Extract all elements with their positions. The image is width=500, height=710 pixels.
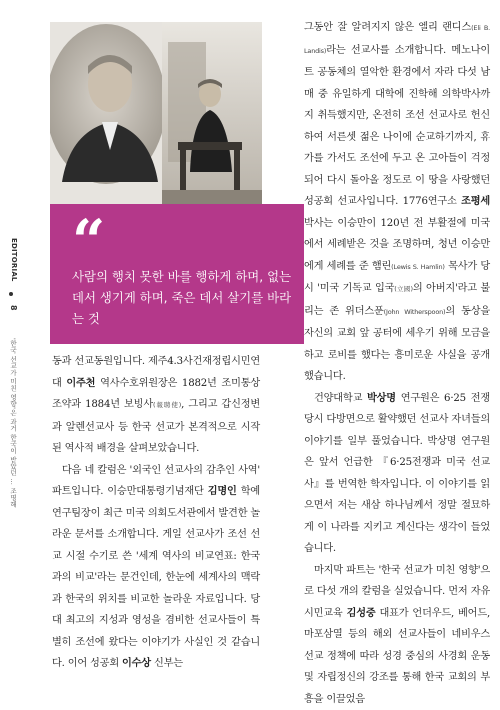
article-column-left (52, 351, 260, 675)
paragraph (304, 17, 490, 388)
person-name: 이수상 (122, 657, 151, 669)
person-name: 김명인 (207, 485, 237, 497)
annotation: (Eli B. Landis) (304, 24, 490, 55)
text-run: 박사는 이승만이 120년 전 부활절에 미국에서 세례받은 것을 조명하며, 청년 이승만에게 세례를 준 햄린 (304, 217, 490, 272)
pull-quote-text: 사람의 행치 못한 바를 행하게 하며, 없는 데서 생기게 하며, 죽은 데서 살기를 바라는 것 (72, 269, 292, 326)
person-name: 김성중 (346, 606, 376, 619)
text-run: 신부는 (150, 658, 183, 669)
paragraph (304, 560, 490, 710)
annotation: (John Witherspoon) (383, 307, 446, 316)
person-name: 이주천 (66, 376, 96, 389)
text-run: 목사가 당시 '미국 기독교 입국 (304, 260, 490, 294)
text-run: 그동안 잘 알려지지 않은 엘리 랜디스 (304, 22, 472, 33)
quote-mark-icon: “ (72, 207, 106, 275)
text-run: 의 아버지'라고 불리는 존 위더스푼 (304, 283, 490, 317)
missionary-portraits-photo (50, 22, 262, 204)
running-caption: '한국 선교가 미친 영향'은 과거 한국이 받았던 … 조명해 (9, 338, 17, 508)
text-run: 라는 선교사를 소개합니다. 메노나이트 공동체의 열악한 환경에서 자라 다섯 남매 중 유일하게 대학에 진학해 의학박사까지 취득했지만, 온전히 조선 선교사로 헌신하여 서른셋 젊은 나이에 순교하기까지, 휴가를 가서도 조선에 두고 온 고아들이 걱정되어 다시 돌아올 정도로 이 땅을 사랑했던 성공회 선교사입니다. 1776연구소 (304, 44, 490, 207)
text-run: 역사수호위원장은 1882년 조미통상조약과 1884년 보빙사 (52, 377, 261, 410)
page-number: 8 (9, 305, 18, 311)
text-run: 다음 네 칼럼은 '외국인 선교사의 감추인 사역' 파트입니다. 이승만대통령기념재단 (52, 464, 260, 497)
article-column-right (304, 17, 490, 710)
text-run: , 그리고 갑신정변과 알렌선교사 등 한국 선교가 본격적으로 시작된 역사적 배경을 살펴보았습니다. (52, 399, 260, 454)
person-name: 조평세 (461, 195, 490, 207)
person-name: 박상명 (366, 391, 396, 404)
text-run: 동과 선교동원입니다. 제주4.3사건재정립시민연대 (52, 356, 260, 389)
text-run: 학예연구팀장이 최근 미국 의회도서관에서 발견한 놀라운 문서를 소개합니다. 게일 선교사가 조선 선교 시절 수기로 쓴 '세계 역사의 비교연표: 한국과의 비교'라는 문건인데, 한눈에 세계사의 맥락과 한국의 위치를 비교한 놀라운 자료입니다. 당대 최고의 지성과 영성을 겸비한 선교사들이 특별히 조선에 왔다는 이야기가 사실인 것 같습니다. 이어 성공회 (52, 486, 261, 669)
annotation: (報聘使) (152, 401, 182, 409)
section-label: EDITORIAL (10, 238, 18, 282)
paragraph (52, 460, 260, 675)
page-sidebar (0, 0, 24, 710)
text-run: 건양대학교 (314, 392, 367, 404)
paragraph (304, 388, 490, 560)
text-run: 대표가 언더우드, 베어드, 마포삼열 등의 해외 선교사들이 네비우스 선교 정책에 따라 성경 중심의 사경회 운동 및 자립정신의 강조를 통해 한국 교회의 부흥을 이끌었음 (304, 607, 491, 705)
annotation: (Lewis S. Hamlin) (391, 262, 445, 271)
annotation: (立國) (394, 285, 413, 293)
pull-quote-box (50, 204, 304, 344)
paragraph (52, 351, 260, 460)
text-run: 연구원은 6·25 전쟁 당시 다방면으로 활약했던 선교사 자녀들의 이야기를 일부 풀었습니다. 박상명 연구원은 앞서 언급한 『6·25전쟁과 미국 선교사』를 번역한 학자입니다. 이 이야기를 읽으면서 저는 새삼 하나님께서 정말 절묘하게 이 나라를 지키고 계신다는 생각이 들었습니다. (304, 392, 490, 554)
separator-dot (9, 292, 13, 296)
text-run: 의 동상을 자신의 교회 앞 공터에 세우기 위해 모금을 하고 로비를 했다는 흥미로운 사실을 공개했습니다. (304, 305, 490, 382)
text-run: 마지막 파트는 '한국 선교가 미친 영향'으로 다섯 개의 칼럼을 실었습니다. 먼저 자유시민교육 (304, 564, 490, 619)
